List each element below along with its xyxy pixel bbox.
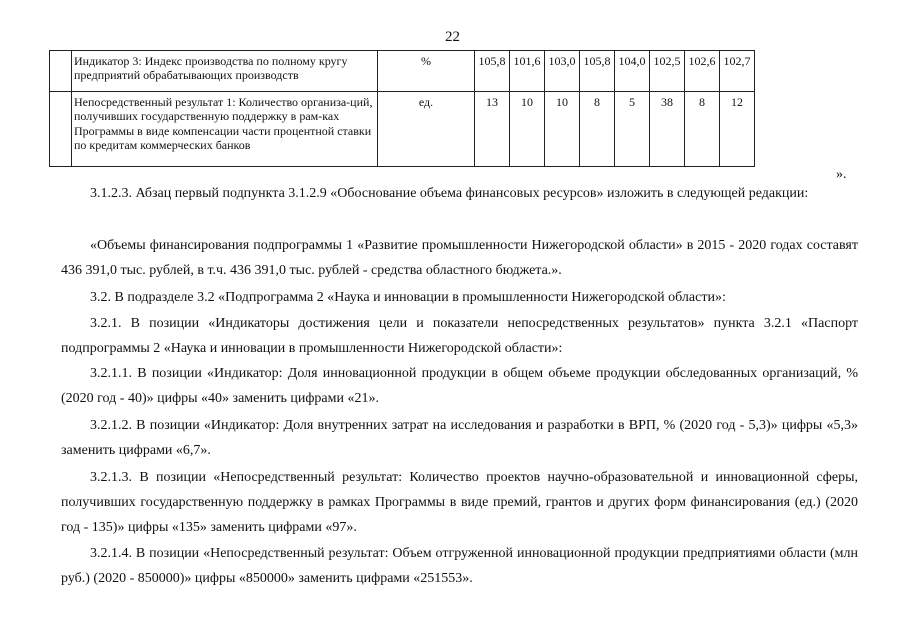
table-cell-value: 10 [510, 92, 545, 167]
paragraph [61, 465, 858, 540]
table-cell-value: 103,0 [545, 51, 580, 92]
table-cell-value: 104,0 [615, 51, 650, 92]
paragraph-text: 3.2.1.3. В позиции «Непосредственный результат: Количество проектов научно-образовательной и инновационной сферы, получивших государственную поддержку в рамках Программы в виде премий, грантов и других форм финансирования (ед.) (2020 год - 135)» цифры «135» заменить цифрами «97». [61, 470, 858, 535]
table-cell-blank [50, 51, 72, 92]
table-cell-value: 105,8 [475, 51, 510, 92]
closing-quote: ». [836, 167, 847, 182]
paragraph [61, 233, 858, 283]
paragraph-text: 3.1.2.3. Абзац первый подпункта 3.1.2.9 «Обоснование объема финансовых ресурсов» изложить в следующей редакции: [90, 186, 809, 201]
table-cell-value: 13 [475, 92, 510, 167]
paragraph-text: 3.2. В подразделе 3.2 «Подпрограмма 2 «Наука и инновации в промышленности Нижегородской области»: [90, 290, 726, 305]
table-cell-value: 101,6 [510, 51, 545, 92]
table-cell-value: 102,5 [650, 51, 685, 92]
page-number: 22 [445, 29, 460, 45]
paragraph [61, 541, 858, 591]
table-cell-value: 12 [720, 92, 755, 167]
table-cell-value: 105,8 [580, 51, 615, 92]
table-cell-value: 5 [615, 92, 650, 167]
table-cell-value: 10 [545, 92, 580, 167]
paragraph [61, 285, 858, 310]
paragraph [61, 181, 858, 206]
table-cell-blank [50, 92, 72, 167]
paragraph [61, 413, 858, 463]
table-cell-unit: ед. [378, 92, 475, 167]
indicator-table [49, 50, 755, 167]
paragraph-text: 3.2.1.1. В позиции «Индикатор: Доля инновационной продукции в общем объеме продукции обследованных организаций, % (2020 год - 40)» цифры «40» заменить цифрами «21». [61, 366, 858, 406]
table-row [50, 92, 755, 167]
table-cell-value: 38 [650, 92, 685, 167]
table-cell-value: 102,6 [685, 51, 720, 92]
table-cell-indicator: Индикатор 3: Индекс производства по полному кругу предприятий обрабатывающих производств [72, 51, 378, 92]
paragraph-text: «Объемы финансирования подпрограммы 1 «Развитие промышленности Нижегородской области» в 2015 - 2020 годах составят 436 391,0 тыс. рублей, в т.ч. 436 391,0 тыс. рублей - средства областного бюджета.». [61, 238, 858, 278]
paragraph-text: 3.2.1. В позиции «Индикаторы достижения цели и показатели непосредственных результатов» пункта 3.2.1 «Паспорт подпрограммы 2 «Наука и инновации в промышленности Нижегородской области»: [61, 316, 858, 356]
paragraph [61, 311, 858, 361]
table-cell-value: 8 [580, 92, 615, 167]
table-cell-unit: % [378, 51, 475, 92]
table-row [50, 51, 755, 92]
table-cell-indicator: Непосредственный результат 1: Количество организа-ций, получивших государственную поддержку в рам-ках Программы в виде компенсации части процентной ставки по кредитам коммерческих банков [72, 92, 378, 167]
paragraph-text: 3.2.1.2. В позиции «Индикатор: Доля внутренних затрат на исследования и разработки в ВРП, % (2020 год - 5,3)» цифры «5,3» заменить цифрами «6,7». [61, 418, 858, 458]
table-cell-value: 8 [685, 92, 720, 167]
paragraph-text: 3.2.1.4. В позиции «Непосредственный результат: Объем отгруженной инновационной продукции предприятиями области (млн руб.) (2020 - 850000)» цифры «850000» заменить цифрами «251553». [61, 546, 858, 586]
table-cell-value: 102,7 [720, 51, 755, 92]
paragraph [61, 361, 858, 411]
